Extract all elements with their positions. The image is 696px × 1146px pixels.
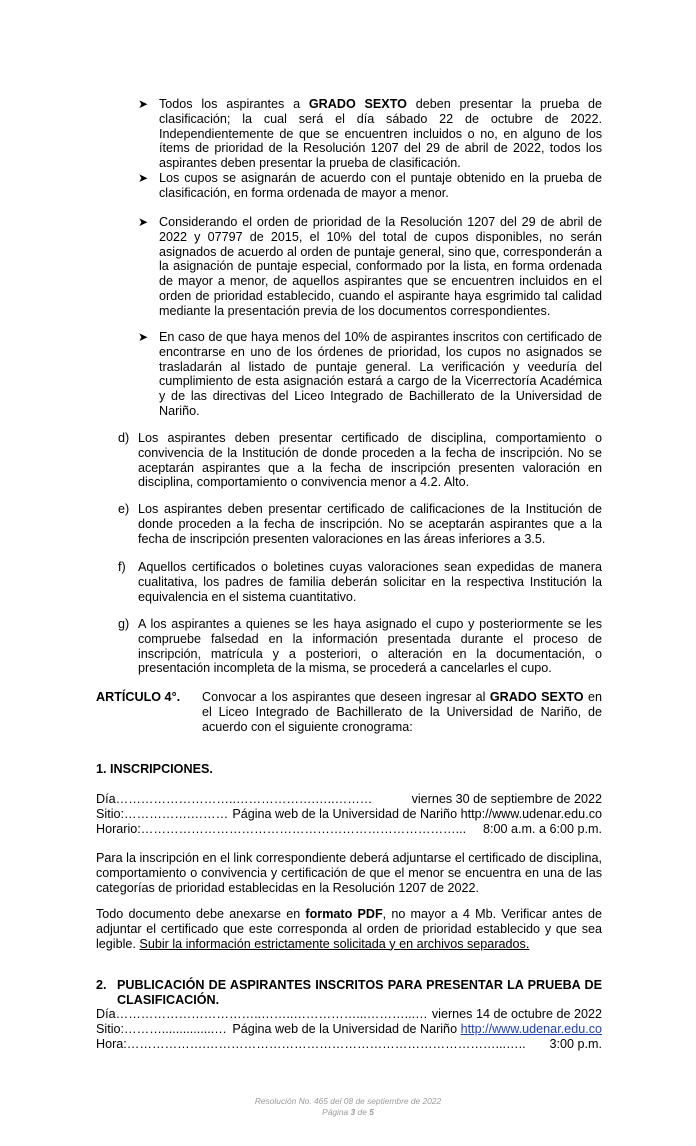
arrow-bullet-icon: ➤ (138, 330, 149, 344)
bullet-item-prioridad (138, 215, 602, 319)
section-heading-publicacion: 2. PUBLICACIÓN DE ASPIRANTES INSCRITOS PARA PRESENTAR LA PRUEBA DE CLASIFICACIÓN. (96, 978, 602, 1007)
bold-grado-sexto: GRADO SEXTO (489, 690, 584, 704)
bold-formato-pdf: formato PDF (305, 907, 383, 921)
schedule-row-hora: Hora: ……………….……………………………………………………………...….. 3:00 p.m. (96, 1037, 602, 1051)
arrow-bullet-icon: ➤ (138, 171, 149, 185)
list-item-f (118, 560, 602, 604)
item-letter: f) (118, 560, 126, 574)
list-item-d (118, 431, 602, 490)
item-text: Los aspirantes deben presentar certificado de disciplina, comportamiento o convivencia de la Institución de donde proceden a la fecha de inscripción. No se aceptarán aspirantes que a la fecha de inscripción presenten valoración en disciplina, comportamiento o convivencia menor a 4.2. Alto. (138, 431, 602, 490)
item-text: A los aspirantes a quienes se les haya asignado el cupo y posteriormente se les compruebe falsedad en la información presentada durante el proceso de inscripción, matrícula y a posteriori, o alteración en la documentación, o presentación incompleta de la misma, se procederá a cancelarles el cupo. (138, 617, 602, 676)
bullet-text: En caso de que haya menos del 10% de aspirantes inscritos con certificado de encontrarse en uno de los órdenes de prioridad, los cupos no asignados se trasladarán al listado de puntaje general. La verificación y veeduría del cumplimiento de esta asignación estará a cargo de la Vicerrectoría Académica y de las directivas del Liceo Integrado de Bachillerato de la Universidad de Nariño. (159, 330, 602, 418)
arrow-bullet-icon: ➤ (138, 97, 149, 111)
schedule-row-dia: Día ………………………..……………….…..……… viernes 30 de septiembre de 2022 (96, 792, 602, 806)
articulo-4 (96, 690, 602, 734)
bullet-item-cupos (138, 171, 602, 201)
list-item-g (118, 617, 602, 676)
articulo-text: Convocar a los aspirantes que deseen ingresar al GRADO SEXTO en el Liceo Integrado de Bachillerato de la Universidad de Nariño, de acuerdo con el siguiente cronograma: (202, 690, 602, 734)
schedule-row-dia: Día ……………………………..……..……………...………...… viernes 14 de octubre de 2022 (96, 1007, 602, 1021)
bullet-text: Considerando el orden de prioridad de la Resolución 1207 del 29 de abril de 2022 y 07797 de 2015, el 10% del total de cupos disponibles, no serán asignados de acuerdo al orden de puntaje general, sino que, corresponderán a la asignación de puntaje especial, conformado por la lista, en forma ordenada de mayor a menor, de aquellos aspirantes que se encuentren incluidos en el orden de prioridad establecido, cuando el aspirante haya esgrimido tal calidad mediante la presentación previa de los documentos correspondientes. (159, 215, 602, 318)
item-text: Aquellos certificados o boletines cuyas valoraciones sean expedidas de manera cualitativa, los padres de familia deberán solicitar en la respectiva Institución la equivalencia en el sistema cuantitativo. (138, 560, 602, 604)
section-heading-inscripciones: 1. INSCRIPCIONES. (96, 762, 213, 776)
bold-grado-sexto: GRADO SEXTO (308, 97, 407, 111)
udenar-link[interactable]: http://www.udenar.edu.co (460, 1022, 602, 1036)
item-letter: g) (118, 617, 130, 631)
footer-resolution: Resolución No. 465 del 08 de septiembre de 2022 (254, 1096, 442, 1106)
bullet-item-menos-10 (138, 330, 602, 419)
articulo-label: ARTÍCULO 4°. (96, 690, 181, 704)
paragraph-inscripcion-link: Para la inscripción en el link correspondiente deberá adjuntarse el certificado de disciplina, comportamiento o convivencia y certificación de que el menor se encuentra en una de las categorías de prioridad establecidas en la Resolución 1207 de 2022. (96, 851, 602, 895)
bullet-text: Los cupos se asignarán de acuerdo con el puntaje obtenido en la prueba de clasificación, en forma ordenada de mayor a menor. (159, 171, 602, 200)
item-text: Los aspirantes deben presentar certificado de calificaciones de la Institución de donde proceden a la fecha de inscripción. No se aceptarán aspirantes que a la fecha de inscripción presenten valoraciones en las áreas inferiores a 3.5. (138, 502, 602, 546)
arrow-bullet-icon: ➤ (138, 215, 149, 229)
item-letter: d) (118, 431, 130, 445)
bullet-text: Todos los aspirantes a GRADO SEXTO deben presentar la prueba de clasificación; la cual será el día sábado 22 de octubre de 2022. Independientemente de que se encuentren incluidos o no, en alguno de los ítems de prioridad de la Resolución 1207 del 29 de abril de 2022, todos los aspirantes deben presentar la prueba de clasificación. (159, 97, 603, 171)
underlined-instruction: Subir la información estrictamente solicitada y en archivos separados. (139, 936, 530, 951)
footer-page-number: Página 3 de 5 (322, 1107, 374, 1117)
schedule-row-sitio: Sitio: ………...............… Página web de la Universidad de Nariño http://www.udenar.edu.co (96, 1022, 602, 1036)
list-item-e (118, 502, 602, 546)
schedule-row-horario: Horario: …………………………………………………………………... 8:00 a.m. a 6:00 p.m. (96, 822, 602, 836)
paragraph-formato-pdf: Todo documento debe anexarse en formato PDF, no mayor a 4 Mb. Verificar antes de adjuntar el certificado que este corresponda al orden de prioridad establecido y que sea legible. Subir la información estrictamente solicitada y en archivos separados. (96, 907, 602, 951)
item-letter: e) (118, 502, 130, 516)
schedule-row-sitio: Sitio: …………….……… Página web de la Universidad de Nariño http://www.udenar.edu.co (96, 807, 602, 821)
bullet-item-grado-sexto (138, 97, 602, 171)
